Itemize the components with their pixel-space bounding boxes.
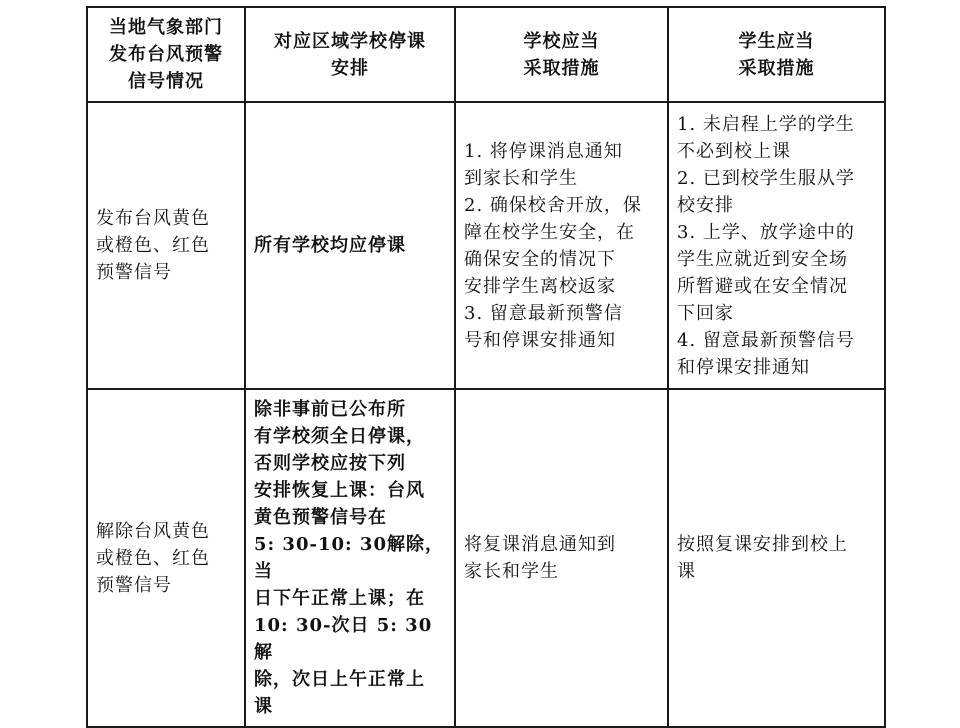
table-row-warning-issued [87, 102, 885, 389]
header-line: 信号情况 [128, 71, 204, 92]
cell-student-measures [668, 389, 885, 727]
text-line: 5: 30-10: 30解除，当 [254, 534, 444, 582]
text-line: 障在校学生安全，在 [464, 221, 635, 243]
cell-condition [87, 389, 245, 727]
text-line: 10: 30-次日 5: 30解 [254, 615, 433, 663]
cell-school-measures [455, 102, 668, 389]
text-line: 校安排 [677, 194, 734, 216]
text-line: 下回家 [677, 302, 734, 324]
header-line: 当地气象部门 [109, 17, 223, 38]
header-line: 采取措施 [523, 57, 600, 79]
header-cell-warning-status [87, 7, 245, 102]
header-cell-school-arrangement [245, 7, 455, 102]
cell-school-arrangement [245, 102, 455, 389]
text-line: 4. 留意最新预警信号 [677, 329, 855, 351]
text-line: 按照复课安排到校上 [677, 534, 848, 555]
text-line: 黄色预警信号在 [254, 507, 387, 528]
cell-school-measures [455, 389, 668, 727]
text-line: 3. 留意最新预警信 [464, 302, 623, 324]
text-line: 家长和学生 [464, 561, 559, 582]
text-line: 日下午正常上课；在 [254, 588, 425, 609]
text-line: 预警信号 [96, 574, 172, 596]
text-line: 1. 未启程上学的学生 [677, 113, 855, 135]
header-line: 学生应当 [738, 30, 815, 52]
header-cell-school-measures [455, 7, 668, 102]
text-line: 课 [254, 696, 273, 717]
text-line: 2. 确保校舍开放，保 [464, 194, 642, 216]
header-line: 安排 [331, 57, 369, 79]
header-row [87, 7, 885, 102]
table-row-warning-cleared [87, 389, 885, 727]
text-line: 或橙色、红色 [96, 235, 210, 256]
cell-condition [87, 102, 245, 389]
text-line: 除，次日上午正常上 [254, 669, 425, 690]
cell-student-measures [668, 102, 885, 389]
text-line: 2. 已到校学生服从学 [677, 167, 855, 189]
typhoon-class-suspension-table [86, 6, 886, 728]
text-line: 课 [677, 561, 696, 582]
text-line: 所暂避或在安全情况 [677, 275, 848, 297]
text-line: 发布台风黄色 [96, 208, 210, 229]
cell-school-arrangement [245, 389, 455, 727]
text-line: 或橙色、红色 [96, 547, 210, 569]
text-line: 除非事前已公布所 [254, 399, 406, 420]
text-line: 预警信号 [96, 262, 172, 283]
header-line: 发布台风预警 [109, 44, 223, 65]
header-line: 学校应当 [523, 30, 600, 52]
text-line: 3. 上学、放学途中的 [677, 221, 855, 243]
text-line: 不必到校上课 [677, 140, 791, 162]
header-cell-student-measures [668, 7, 885, 102]
text-line: 将复课消息通知到 [464, 534, 616, 555]
text-line: 到家长和学生 [464, 167, 578, 189]
header-line: 采取措施 [738, 57, 815, 79]
text-line: 1. 将停课消息通知 [464, 140, 623, 162]
text-line: 有学校须全日停课， [254, 426, 425, 447]
text-line: 安排学生离校返家 [464, 275, 616, 297]
text-line: 否则学校应按下列 [254, 453, 406, 474]
text-line: 确保安全的情况下 [464, 248, 616, 270]
text-line: 和停课安排通知 [677, 356, 810, 378]
text-line: 所有学校均应停课 [254, 235, 406, 256]
text-line: 安排恢复上课：台风 [254, 480, 425, 501]
text-line: 解除台风黄色 [96, 520, 210, 542]
text-line: 学生应就近到安全场 [677, 248, 848, 270]
header-line: 对应区域学校停课 [274, 30, 426, 52]
text-line: 号和停课安排通知 [464, 329, 616, 351]
